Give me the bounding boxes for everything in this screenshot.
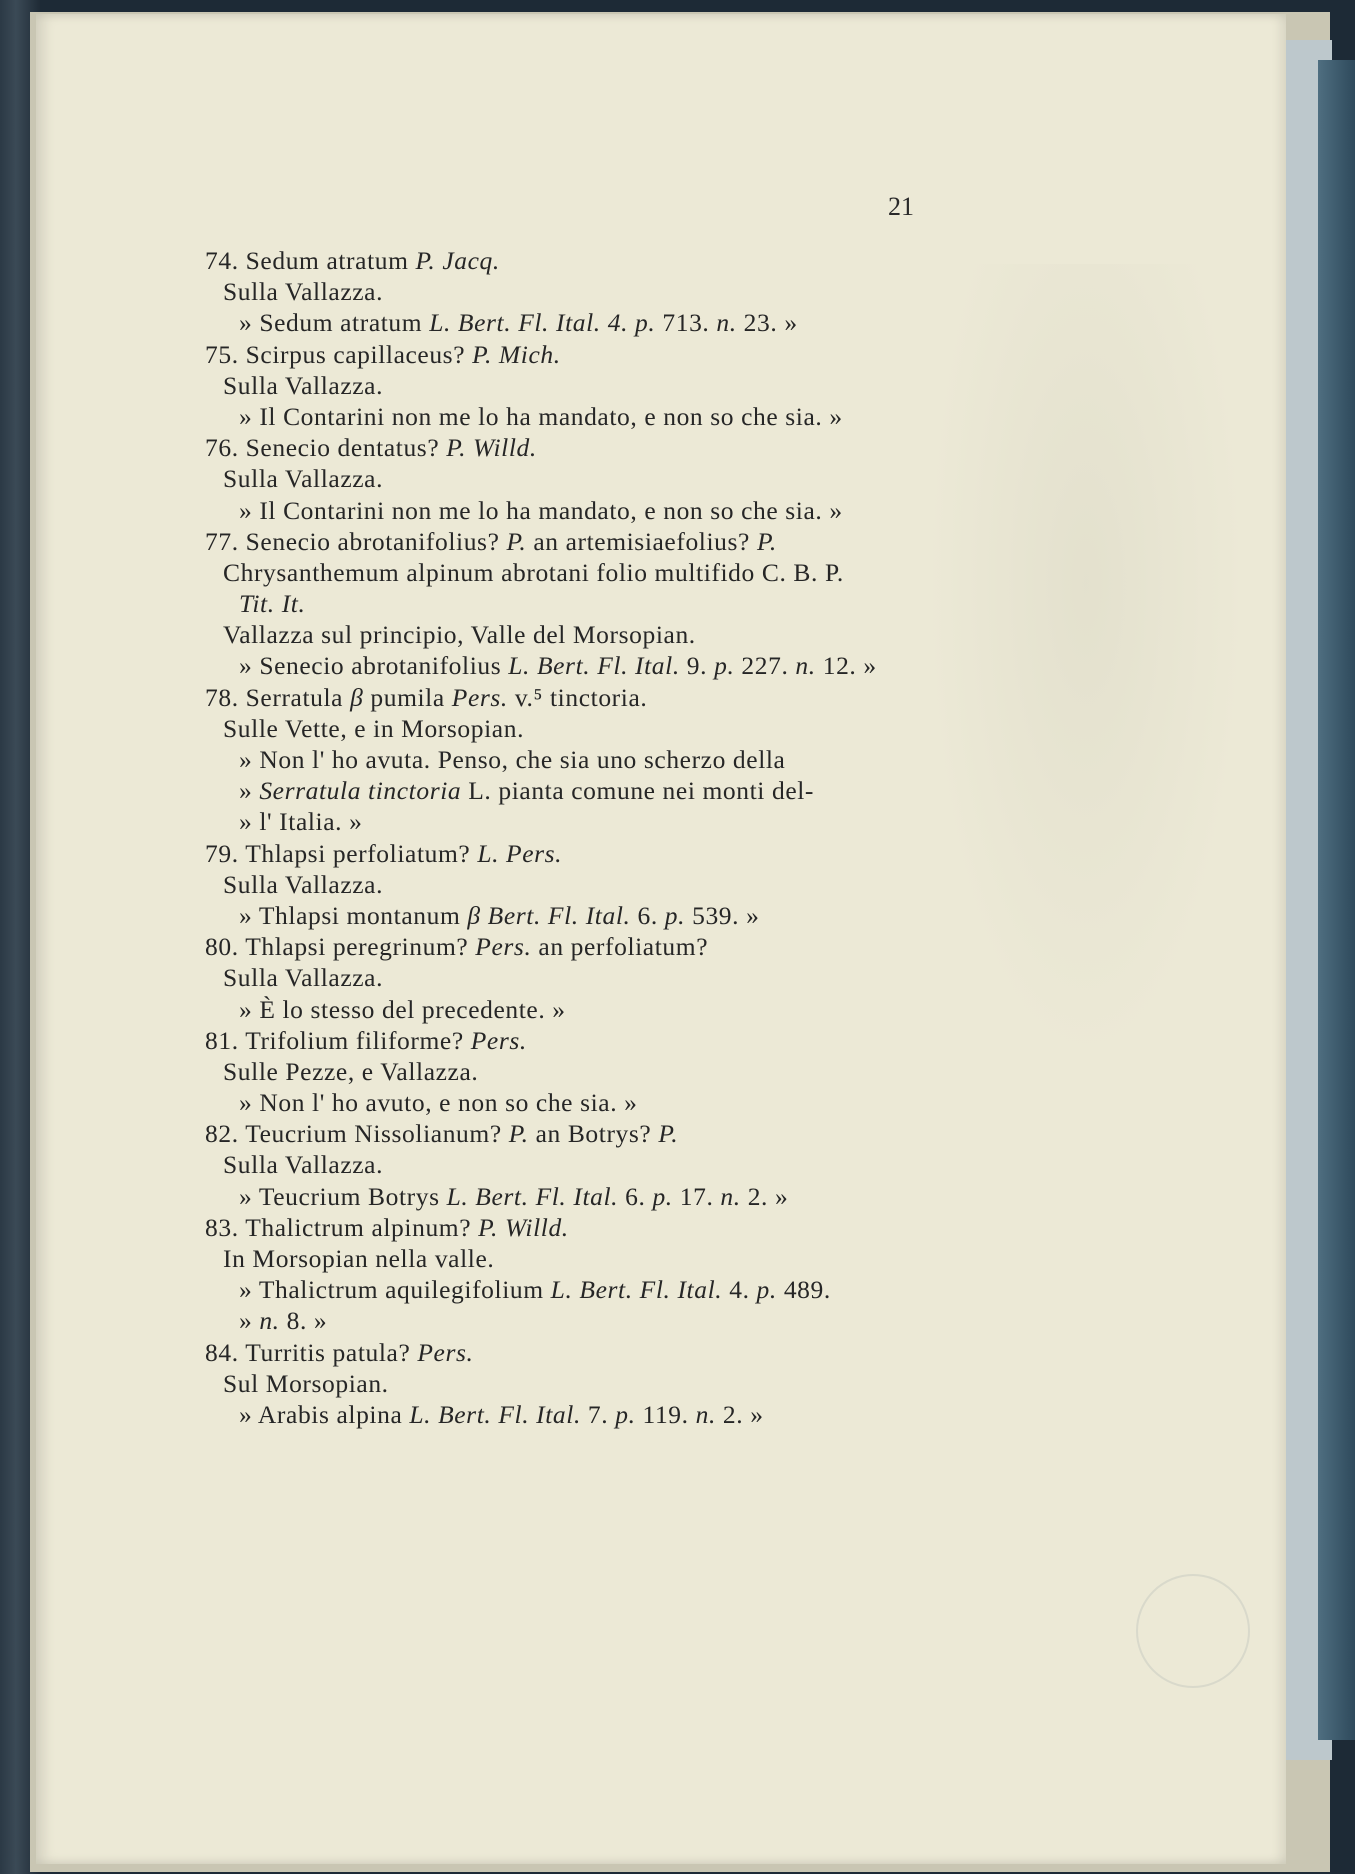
text-segment: Pers. — [417, 1337, 474, 1367]
text-segment: 79. Thlapsi perfoliatum? — [205, 838, 478, 868]
text-segment: 7. — [580, 1399, 616, 1429]
text-segment: an Botrys? — [528, 1119, 659, 1149]
locality-line — [205, 962, 965, 993]
entry-heading — [205, 1025, 965, 1056]
text-segment: n. — [695, 1399, 716, 1429]
text-segment: 2. » — [740, 1181, 789, 1211]
entry-heading — [205, 1212, 965, 1243]
text-segment: v.⁵ tinctoria. — [507, 682, 648, 712]
text-segment: P. Willd. — [478, 1212, 569, 1242]
text-segment: Chrysanthemum alpinum abrotani folio multifido C. B. P. — [223, 557, 844, 587]
quoted-note — [205, 775, 965, 806]
text-segment: an artemisiaefolius? — [526, 526, 757, 556]
text-segment: 539. » — [685, 900, 760, 930]
text-segment: L. Bert. Fl. Ital. — [508, 651, 680, 681]
text-segment: 6. — [630, 900, 665, 930]
text-segment: » Thlapsi montanum — [239, 900, 468, 930]
text-segment: Pers. — [470, 1025, 527, 1055]
text-block — [205, 245, 965, 1430]
text-segment: p. — [664, 900, 686, 930]
text-segment: n. — [795, 651, 816, 681]
text-segment: Pers. — [451, 682, 508, 712]
quoted-note — [205, 307, 965, 338]
text-segment: » È lo stesso del precedente. » — [239, 994, 566, 1024]
locality-line — [205, 276, 965, 307]
text-segment: 78. Serratula — [205, 682, 351, 712]
text-segment: 74. Sedum atratum — [205, 246, 416, 275]
text-segment: 17. — [672, 1181, 721, 1211]
text-segment: » Non l' ho avuto, e non so che sia. » — [239, 1088, 638, 1118]
cover-edge — [1318, 60, 1355, 1740]
text-segment: P. — [658, 1119, 679, 1149]
text-segment: β Bert. Fl. Ital. — [467, 900, 631, 930]
text-segment: L. pianta comune nei monti del- — [461, 776, 815, 806]
text-segment: 4. — [722, 1275, 757, 1305]
quoted-note — [205, 744, 965, 775]
continuation-line — [205, 588, 965, 619]
text-segment: 77. Senecio abrotanifolius? — [205, 526, 507, 556]
text-segment: 75. Scirpus capillaceus? — [205, 339, 473, 369]
text-segment: 119. — [635, 1399, 696, 1429]
text-segment: 489. — [776, 1275, 831, 1305]
text-segment: 80. Thlapsi peregrinum? — [205, 932, 476, 962]
text-segment: Serratula tinctoria — [259, 776, 462, 806]
locality-line — [205, 869, 965, 900]
text-segment: n. — [716, 308, 737, 338]
text-segment: 8. » — [279, 1306, 328, 1336]
text-segment: L. Bert. Fl. Ital. 4. p. — [429, 308, 656, 338]
text-segment: 12. » — [815, 651, 877, 681]
quoted-note — [205, 401, 965, 432]
text-segment: 82. Teucrium Nissolianum? — [205, 1119, 509, 1149]
entry-heading — [205, 1337, 965, 1368]
text-segment: » Non l' ho avuta. Penso, che sia uno scherzo della — [239, 745, 786, 774]
locality-line — [205, 619, 965, 650]
locality-line — [205, 1368, 965, 1399]
locality-line — [205, 713, 965, 744]
text-segment: Sulla Vallazza. — [223, 370, 384, 400]
text-segment: p. — [714, 651, 735, 681]
quoted-note — [205, 1087, 965, 1118]
library-stamp — [1136, 1574, 1250, 1688]
text-segment: » — [239, 1306, 260, 1336]
locality-line — [205, 1056, 965, 1087]
text-segment: 84. Turritis patula? — [205, 1337, 418, 1367]
quoted-note — [205, 994, 965, 1025]
text-segment: » Il Contarini non me lo ha mandato, e non so che sia. » — [239, 401, 843, 431]
text-segment: p. — [756, 1275, 777, 1305]
quoted-note — [205, 806, 965, 837]
text-segment: L. Bert. Fl. Ital. — [550, 1275, 723, 1305]
text-segment: 76. Senecio dentatus? — [205, 433, 447, 463]
quoted-note — [205, 495, 965, 526]
text-segment: » Sedum atratum — [239, 308, 430, 338]
quoted-note — [205, 900, 965, 931]
text-segment: Sul Morsopian. — [223, 1368, 389, 1398]
text-segment: » Thalictrum aquilegifolium — [239, 1275, 551, 1305]
text-segment: Sulla Vallazza. — [223, 464, 384, 494]
text-segment: β — [350, 682, 364, 712]
text-segment: P. Mich. — [472, 339, 561, 369]
text-segment: 9. — [679, 651, 715, 681]
text-segment: Sulle Pezze, e Vallazza. — [223, 1056, 479, 1086]
text-segment: » Teucrium Botrys — [239, 1181, 447, 1211]
entry-heading — [205, 838, 965, 869]
entry-heading — [205, 245, 965, 276]
text-segment: Sulla Vallazza. — [223, 869, 384, 899]
text-segment: 713. — [655, 308, 717, 338]
text-segment: Tit. It. — [239, 589, 306, 619]
entry-heading — [205, 339, 965, 370]
text-segment: P. — [508, 1119, 529, 1149]
text-segment: P. — [756, 526, 777, 556]
locality-line — [205, 557, 965, 588]
quoted-note — [205, 650, 965, 681]
quoted-note — [205, 1274, 965, 1305]
text-segment: » Il Contarini non me lo ha mandato, e non so che sia. » — [239, 495, 843, 525]
text-segment: L. Pers. — [477, 838, 563, 868]
locality-line — [205, 1243, 965, 1274]
locality-line — [205, 370, 965, 401]
text-segment: P. Jacq. — [415, 246, 500, 275]
text-segment: p. — [652, 1181, 673, 1211]
text-segment: 23. » — [736, 308, 798, 338]
text-segment: 83. Thalictrum alpinum? — [205, 1212, 479, 1242]
text-segment: n. — [720, 1181, 741, 1211]
text-segment: L. Bert. Fl. Ital. — [409, 1399, 581, 1429]
entry-heading — [205, 1118, 965, 1149]
text-segment: n. — [259, 1306, 280, 1336]
text-segment: 81. Trifolium filiforme? — [205, 1025, 471, 1055]
text-segment: Vallazza sul principio, Valle del Morsopian. — [223, 620, 696, 650]
entry-heading — [205, 432, 965, 463]
text-segment: 227. — [734, 651, 796, 681]
text-segment: Sulla Vallazza. — [223, 277, 384, 307]
locality-line — [205, 1149, 965, 1180]
text-segment: L. Bert. Fl. Ital. — [446, 1181, 619, 1211]
text-segment: P. Willd. — [446, 433, 537, 463]
text-segment: Sulla Vallazza. — [223, 963, 384, 993]
text-segment: p. — [615, 1399, 636, 1429]
text-segment: 6. — [618, 1181, 653, 1211]
entry-heading — [205, 931, 965, 962]
quoted-note — [205, 1399, 965, 1430]
text-segment: P. — [506, 526, 527, 556]
show-through — [926, 264, 1246, 1064]
quoted-note — [205, 1181, 965, 1212]
entry-heading — [205, 526, 965, 557]
text-segment: » — [239, 776, 260, 806]
text-segment: In Morsopian nella valle. — [223, 1244, 495, 1273]
text-segment: Sulle Vette, e in Morsopian. — [223, 713, 525, 743]
text-segment: » Senecio abrotanifolius — [239, 651, 509, 681]
text-segment: » Arabis alpina — [239, 1399, 410, 1429]
text-segment: » l' Italia. » — [239, 807, 363, 837]
entry-heading — [205, 682, 965, 713]
text-segment: 2. » — [715, 1399, 764, 1429]
text-segment: pumila — [363, 682, 452, 712]
text-segment: Pers. — [475, 932, 532, 962]
locality-line — [205, 463, 965, 494]
quoted-note — [205, 1305, 965, 1336]
text-segment: an perfoliatum? — [531, 932, 709, 962]
page-number: 21 — [888, 192, 914, 221]
text-segment: Sulla Vallazza. — [223, 1150, 384, 1180]
